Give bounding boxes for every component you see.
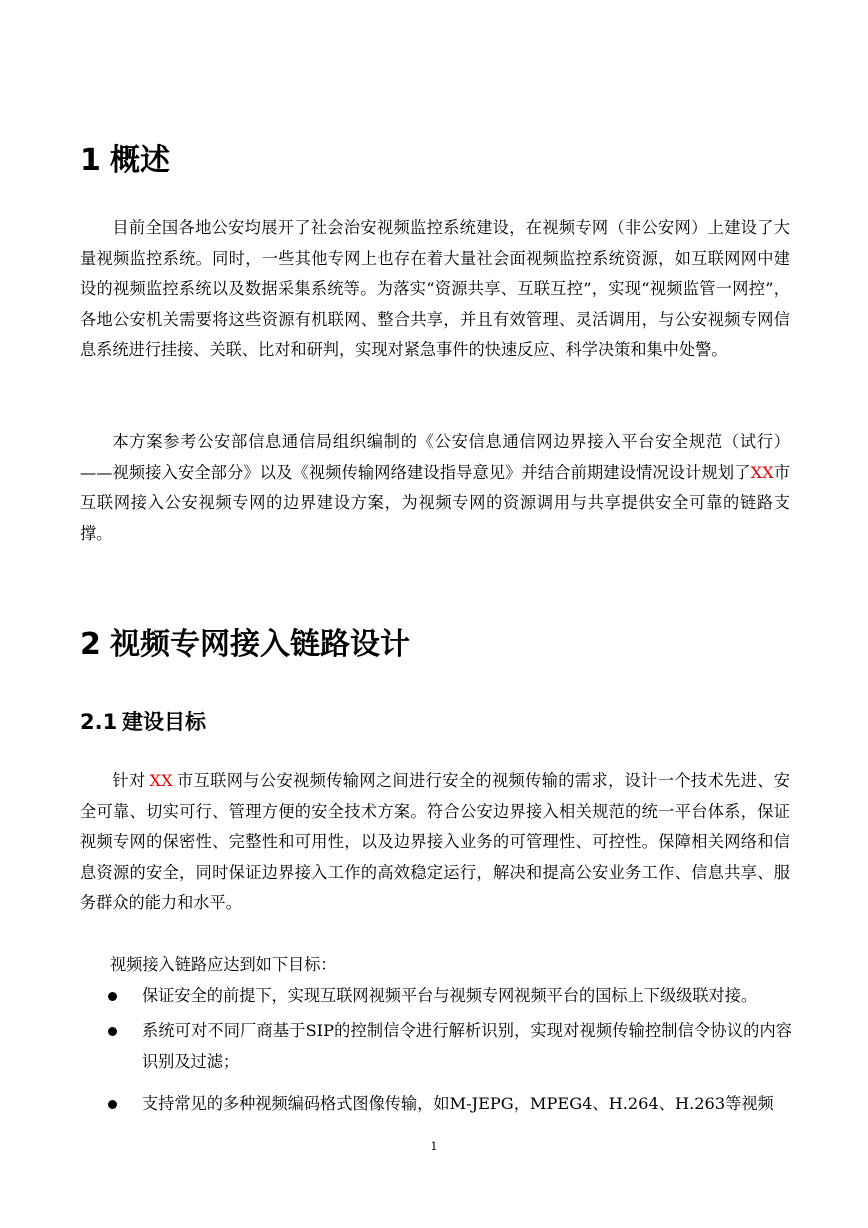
bullet-item (108, 1016, 792, 1077)
subsection-2-1-title: 建设目标 (122, 710, 206, 734)
section-1-paragraph-2 (80, 427, 790, 549)
paragraph-rest: 市互联网与公安视频传输网之间进行安全的视频传输的需求，设计一个技术先进、安全可靠、切实可行、管理方便的安全技术方案。符合公安边界接入相关规范的统一平台体系，保证视频专网的保密性、完整性和可用性，以及边界接入业务的可管理性、可控性。保障相关网络和信息资源的安全，同时保证边界接入工作的高效稳定运行，解决和提高公安业务工作、信息共享、服务群众的能力和水平。 (80, 771, 790, 912)
targets-intro: 视频接入链路应达到如下目标： (110, 955, 337, 974)
section-1-heading (80, 141, 170, 181)
bullet-icon (108, 1027, 117, 1036)
bullet-text: 系统可对不同厂商基于SIP的控制信令进行解析识别，实现对视频传输控制信令协议的内容识别及过滤； (142, 1021, 792, 1071)
subsection-2-1-heading (80, 708, 206, 736)
section-2-heading (80, 625, 410, 665)
bullet-text: 保证安全的前提下，实现互联网视频平台与视频专网视频平台的国标上下级级联对接。 (142, 986, 758, 1005)
bullet-item (108, 981, 792, 1012)
bullet-text: 支持常见的多种视频编码格式图像传输，如M-JEPG，MPEG4、H.264、H.263等视频 (142, 1094, 774, 1113)
section-1-title: 概述 (110, 143, 170, 178)
section-1-number: 1 (80, 143, 101, 178)
section-2-number: 2 (80, 627, 101, 662)
bullet-icon (108, 992, 117, 1001)
subsection-paragraph-1 (80, 766, 790, 919)
paragraph-2-rest: 市互联网接入公安视频专网的边界建设方案，为视频专网的资源调用与共享提供安全可靠的链路支撑。 (80, 462, 791, 543)
bullet-item (108, 1089, 792, 1120)
section-1-paragraph-1: 目前全国各地公安均展开了社会治安视频监控系统建设，在视频专网（非公安网）上建设了大量视频监控系统。同时，一些其他专网上也存在着大量社会面视频监控系统资源，如互联网网中建设的视频监控系统以及数据采集系统等。为落实“资源共享、互联互控”，实现“视频监管一网控”，各地公安机关需要将这些资源有机联网、整合共享，并且有效管理、灵活调用，与公安视频专网信息系统进行挂接、关联、比对和研判，实现对紧急事件的快速反应、科学决策和集中处警。 (80, 218, 790, 359)
bullet-icon (108, 1100, 117, 1109)
page-number: 1 (430, 1140, 438, 1153)
city-placeholder-red: XX (750, 462, 774, 482)
city-placeholder-red: XX (149, 771, 173, 790)
paragraph-prefix: 针对 (112, 771, 146, 790)
section-2-title: 视频专网接入链路设计 (110, 627, 410, 662)
subsection-2-1-number: 2.1 (80, 710, 118, 734)
paragraph-2-text: 本方案参考公安部信息通信局组织编制的《公安信息通信网边界接入平台安全规范（试行）——视频接入安全部分》以及《视频传输网络建设指导意见》并结合前期建设情况设计规划了 (80, 432, 790, 482)
